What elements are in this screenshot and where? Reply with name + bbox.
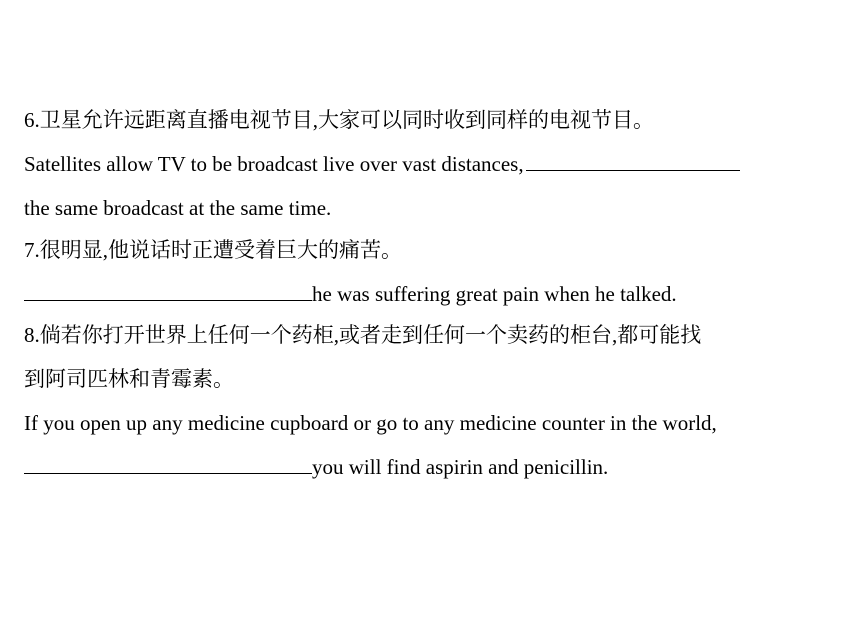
exercise-8-answer-blank[interactable]	[24, 454, 312, 474]
exercise-8-chinese-line-1: 8.倘若你打开世界上任何一个药柜,或者走到任何一个卖药的柜台,都可能找	[24, 323, 702, 347]
exercise-8-chinese-line-2: 到阿司匹林和青霉素。	[24, 367, 234, 391]
exercise-7-english-line	[24, 281, 677, 307]
exercise-6-english-line-1	[24, 151, 740, 177]
exercise-6-english-line-2: the same broadcast at the same time.	[24, 196, 332, 220]
exercise-7-answer-blank[interactable]	[24, 281, 312, 301]
exercise-8-english-line-2	[24, 454, 608, 480]
exercise-7-chinese: 7.很明显,他说话时正遭受着巨大的痛苦。	[24, 238, 402, 262]
exercise-8-english-text: you will find aspirin and penicillin.	[312, 455, 609, 479]
exercise-7-english-text: he was suffering great pain when he talked.	[312, 282, 677, 306]
exercise-6-answer-blank[interactable]	[526, 151, 740, 171]
exercise-6-chinese: 6.卫星允许远距离直播电视节目,大家可以同时收到同样的电视节目。	[24, 108, 654, 132]
exercise-6-english-text: Satellites allow TV to be broadcast live over vast distances,	[24, 152, 524, 176]
exercise-8-english-line-1: If you open up any medicine cupboard or go to any medicine counter in the world,	[24, 411, 717, 435]
